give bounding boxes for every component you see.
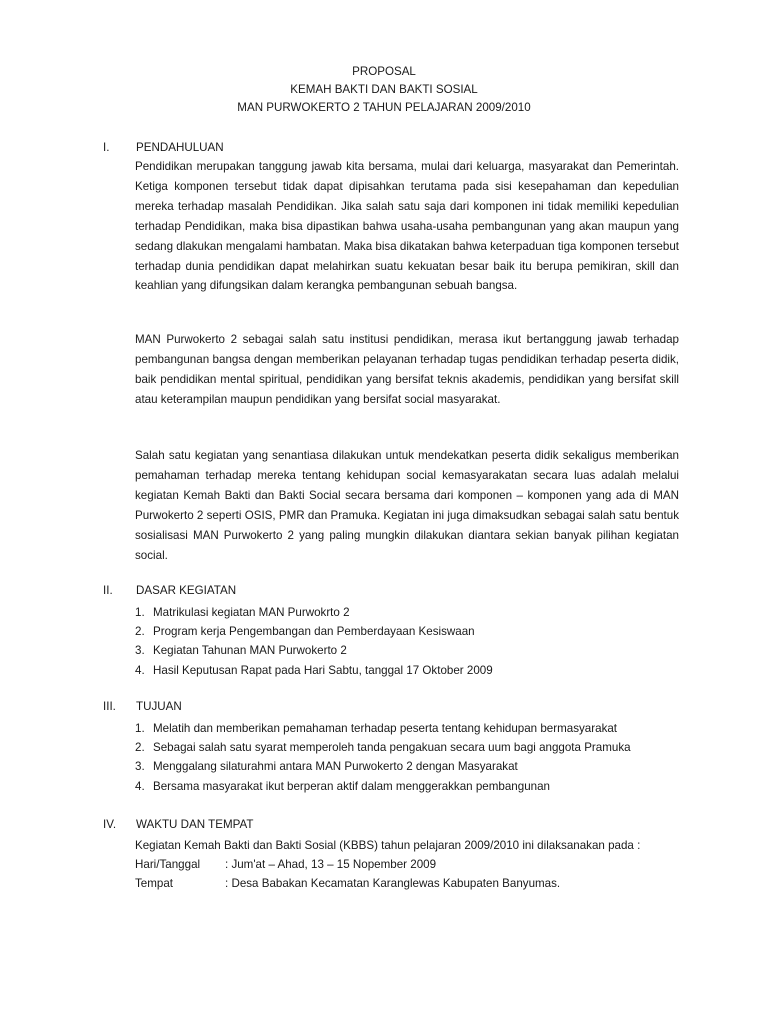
list-text: Bersama masyarakat ikut berperan aktif dalam menggerakkan pembangunan	[153, 779, 550, 793]
list-item	[135, 738, 695, 757]
tempat-value: : Desa Babakan Kecamatan Karanglewas Kabupaten Banyumas.	[225, 877, 561, 890]
list-text: Sebagai salah satu syarat memperoleh tanda pengakuan secara uum bagi anggota Pramuka	[153, 741, 631, 755]
pendahuluan-paragraph-3: Salah satu kegiatan yang senantiasa dilakukan untuk mendekatkan peserta didik sekaligus memberikan pemahaman terhadap mereka tentang kehidupan social kemasyarakatan secara luas adalah melalui kegiatan Kemah Bakti dan Bakti Social secara bersama dari komponen – komponen yang ada di MAN Purwokerto 2 seperti OSIS, PMR dan Pramuka. Kegiatan ini juga dimaksudkan sebagai salah satu bentuk sosialisasi MAN Purwokerto 2 yang paling mungkin dilakukan diantara sekian banyak pilihan kegiatan social.	[135, 449, 679, 562]
pendahuluan-paragraph-1: Pendidikan merupakan tanggung jawab kita bersama, mulai dari keluarga, masyarakat dan Pemerintah. Ketiga komponen tersebut tidak dapat dipisahkan terutama pada sisi kesepahaman dan kepedulian mereka terhadap masalah Pendidikan. Jika salah satu saja dari komponen ini tidak memiliki kepedulian terhadap Pendidikan, maka bisa dipastikan bahwa usaha-usaha pembangunan yang akan maupun yang sedang dlakukan mengalami hambatan. Maka bisa dikatakan bahwa keterpaduan tiga komponen tersebut terhadap dunia pendidikan dapat melahirkan suatu kekuatan besar baik itu berupa pemikiran, skill dan keahlian yang difungsikan dalam kerangka pembangunan sebuah bangsa.	[135, 160, 679, 293]
waktu-intro: Kegiatan Kemah Bakti dan Bakti Sosial (KBBS) tahun pelajaran 2009/2010 ini dilaksanakan pada :	[135, 839, 641, 852]
list-text: Menggalang silaturahmi antara MAN Purwokerto 2 dengan Masyarakat	[153, 760, 518, 774]
hari-tanggal-label: Hari/Tanggal	[135, 858, 201, 871]
section-number: I.	[103, 141, 110, 154]
section-number: II.	[103, 584, 113, 597]
list-number: 1.	[135, 606, 145, 619]
list-number: 2.	[135, 625, 145, 639]
section-title: TUJUAN	[136, 700, 182, 713]
hari-tanggal-value: : Jum'at – Ahad, 13 – 15 Nopember 2009	[225, 858, 437, 871]
title-line-1: PROPOSAL	[352, 65, 416, 78]
list-item	[135, 603, 695, 622]
section-title: DASAR KEGIATAN	[136, 584, 237, 597]
section-number: IV.	[103, 818, 117, 831]
list-text: Kegiatan Tahunan MAN Purwokerto 2	[153, 644, 347, 658]
list-number: 3.	[135, 644, 145, 658]
list-item	[135, 622, 695, 641]
list-item	[135, 757, 695, 776]
tujuan-list	[135, 719, 695, 796]
list-item	[135, 661, 695, 680]
list-text: Program kerja Pengembangan dan Pemberdayaan Kesiswaan	[153, 625, 475, 639]
list-item	[135, 641, 695, 660]
list-text: Matrikulasi kegiatan MAN Purwokrto 2	[153, 606, 350, 619]
dasar-kegiatan-list	[135, 603, 695, 680]
section-title: WAKTU DAN TEMPAT	[136, 818, 254, 831]
waktu-dan-tempat-block	[135, 836, 695, 893]
list-number: 1.	[135, 722, 145, 735]
section-number: III.	[103, 700, 116, 713]
list-item	[135, 719, 695, 738]
tempat-label: Tempat	[135, 877, 174, 890]
pendahuluan-paragraph-2: MAN Purwokerto 2 sebagai salah satu institusi pendidikan, merasa ikut bertanggung jawab terhadap pembangunan bangsa dengan memberikan pelayanan terhadap tugas pendidikan terhadap peserta didik, baik pendidikan mental spiritual, pendidikan yang bersifat teknis akademis, pendidikan yang bersifat skill atau keterampilan maupun pendidikan yang bersifat social masyarakat.	[135, 333, 679, 406]
document-title	[0, 63, 768, 117]
section-title: PENDAHULUAN	[136, 141, 224, 154]
title-line-3: MAN PURWOKERTO 2 TAHUN PELAJARAN 2009/2010	[237, 101, 531, 114]
list-number: 4.	[135, 663, 145, 677]
pendahuluan-para-3-block	[135, 446, 679, 565]
pendahuluan-para-2-block	[135, 330, 679, 410]
hari-tanggal-row	[135, 855, 695, 874]
list-number: 2.	[135, 741, 145, 755]
list-text: Hasil Keputusan Rapat pada Hari Sabtu, tanggal 17 Oktober 2009	[153, 663, 493, 677]
title-line-2: KEMAH BAKTI DAN BAKTI SOSIAL	[290, 83, 478, 96]
list-text: Melatih dan memberikan pemahaman terhadap peserta tentang kehidupan bermasyarakat	[153, 722, 618, 735]
pendahuluan-para-1-block	[135, 157, 679, 296]
tempat-row	[135, 874, 695, 893]
list-number: 4.	[135, 779, 145, 793]
list-number: 3.	[135, 760, 145, 774]
list-item	[135, 777, 695, 796]
